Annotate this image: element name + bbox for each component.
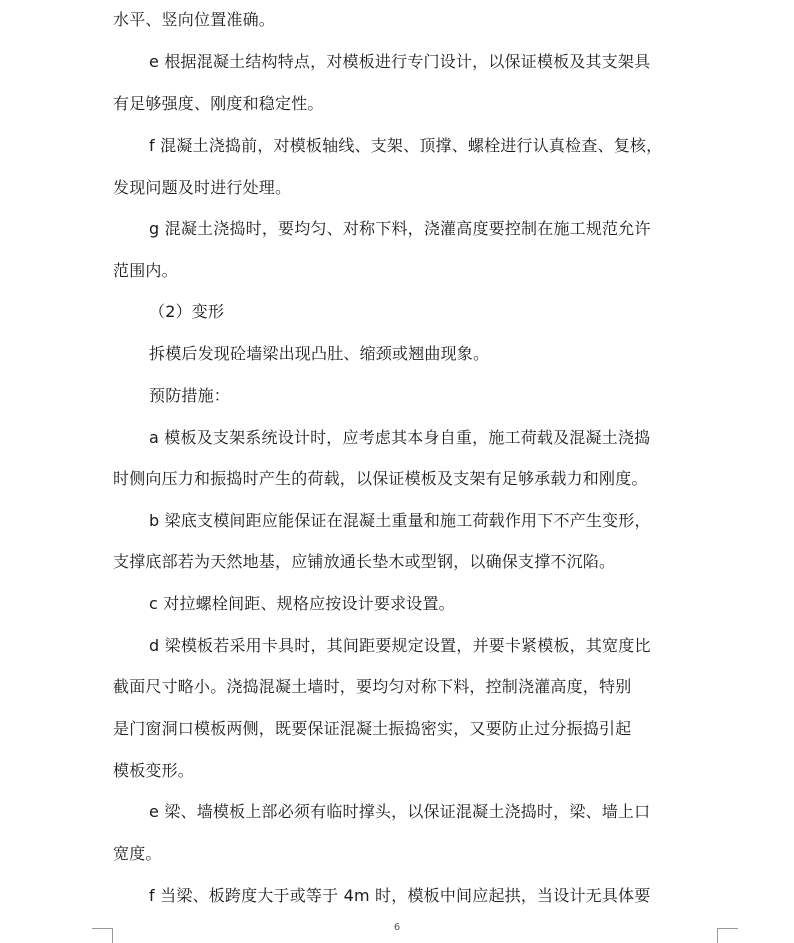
- text-line: f 当梁、板跨度大于或等于 4m 时，模板中间应起拱，当设计无具体要: [149, 886, 651, 905]
- text-line: c 对拉螺栓间距、规格应按设计要求设置。: [149, 594, 455, 613]
- text-line: 发现问题及时进行处理。: [113, 178, 292, 197]
- text-line: 范围内。: [113, 261, 178, 280]
- text-line: 预防措施：: [149, 386, 231, 405]
- text-line: 水平、竖向位置准确。: [113, 10, 276, 29]
- text-line: 宽度。: [113, 844, 162, 863]
- text-line: d 梁模板若采用卡具时，其间距要规定设置，并要卡紧模板，其宽度比: [149, 636, 651, 655]
- text-line: g 混凝土浇捣时，要均匀、对称下料，浇灌高度要控制在施工规范允许: [149, 219, 651, 238]
- text-line: 模板变形。: [113, 761, 195, 780]
- section-heading: （2）变形: [149, 302, 225, 321]
- text-line: b 梁底支模间距应能保证在混凝土重量和施工荷载作用下不产生变形，: [149, 511, 651, 530]
- text-line: 时侧向压力和振捣时产生的荷载，以保证模板及支架有足够承载力和刚度。: [113, 469, 648, 488]
- text-line: 有足够强度、刚度和稳定性。: [113, 94, 324, 113]
- text-line: 支撑底部若为天然地基，应铺放通长垫木或型钢，以确保支撑不沉陷。: [113, 552, 616, 571]
- page-number: 6: [393, 922, 401, 933]
- text-line: e 根据混凝土结构特点，对模板进行专门设计，以保证模板及其支架具: [149, 52, 651, 71]
- text-line: 截面尺寸略小。浇捣混凝土墙时，要均匀对称下料，控制浇灌高度，特别: [113, 677, 632, 696]
- text-line: f 混凝土浇捣前，对模板轴线、支架、顶撑、螺栓进行认真检查、复核，: [149, 136, 663, 155]
- text-line: a 模板及支架系统设计时，应考虑其本身自重，施工荷载及混凝土浇捣: [149, 428, 651, 447]
- text-line: 是门窗洞口模板两侧，既要保证混凝土振捣密实，又要防止过分振捣引起: [113, 719, 632, 738]
- text-line: e 梁、墙模板上部必须有临时撑头，以保证混凝土浇捣时，梁、墙上口: [149, 802, 651, 821]
- text-line: 拆模后发现砼墙梁出现凸肚、缩颈或翘曲现象。: [149, 344, 490, 363]
